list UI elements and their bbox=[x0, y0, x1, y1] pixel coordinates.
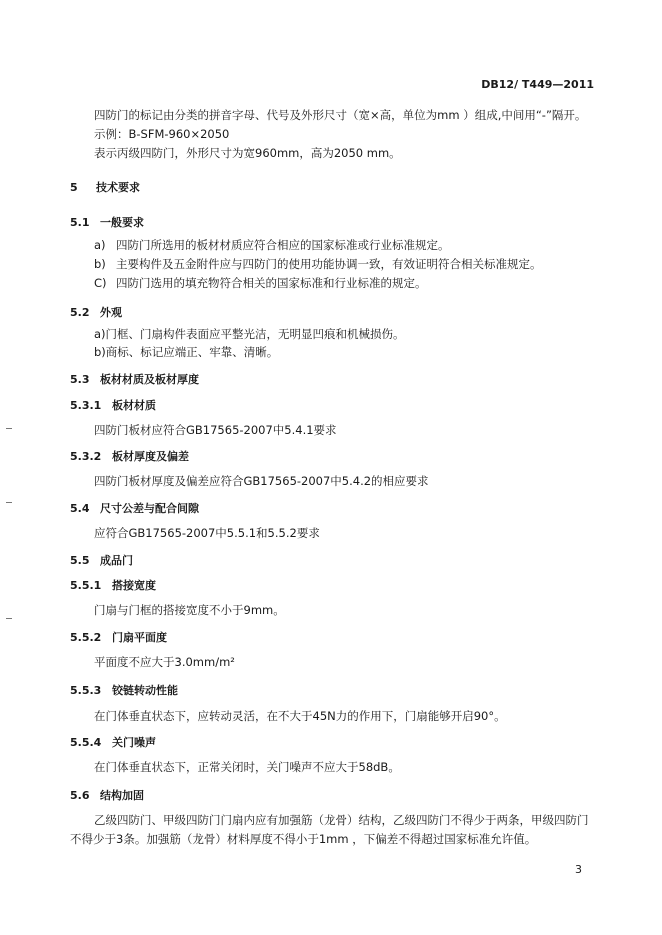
section-title: 搭接宽度 bbox=[112, 579, 156, 592]
list-item bbox=[94, 276, 427, 291]
section-title: 门扇平面度 bbox=[112, 631, 167, 644]
section-number: 5.5.4 bbox=[70, 736, 102, 749]
section-5-6-heading bbox=[70, 788, 144, 803]
section-5-5-3-text: 在门体垂直状态下，应转动灵活，在不大于45N力的作用下，门扇能够开启90°。 bbox=[94, 709, 506, 723]
section-number: 5.3.2 bbox=[70, 450, 102, 463]
list-item-text: 主要构件及五金附件应与四防门的使用功能协调一致，有效证明符合相关标准规定。 bbox=[116, 257, 542, 271]
section-5-3-1-heading bbox=[70, 398, 156, 413]
section-title: 关门噪声 bbox=[112, 736, 156, 749]
appearance-item-a: a)门框、门扇构件表面应平整光洁，无明显凹痕和机械损伤。 bbox=[94, 327, 405, 341]
marking-description: 四防门的标记由分类的拼音字母、代号及外形尺寸（宽×高，单位为mm ）组成,中间用“-”隔开。 bbox=[94, 108, 587, 122]
section-number: 5.4 bbox=[70, 502, 90, 515]
section-5-3-1-text: 四防门板材应符合GB17565-2007中5.4.1要求 bbox=[94, 423, 337, 437]
section-number: 5.1 bbox=[70, 216, 90, 229]
section-title: 板材材质 bbox=[112, 399, 156, 412]
section-5-3-2-heading bbox=[70, 449, 189, 464]
section-number: 5.5.1 bbox=[70, 579, 102, 592]
appearance-item-b: b)商标、标记应端正、牢靠、清晰。 bbox=[94, 345, 279, 359]
section-number: 5 bbox=[70, 181, 78, 194]
section-5-5-3-heading bbox=[70, 683, 178, 698]
scan-margin-mark bbox=[6, 502, 12, 503]
section-title: 尺寸公差与配合间隙 bbox=[100, 502, 199, 515]
section-number: 5.5.3 bbox=[70, 684, 102, 697]
section-title: 外观 bbox=[100, 306, 122, 319]
section-title: 一般要求 bbox=[100, 216, 144, 229]
section-5-6-text-line2: 不得少于3条。加强筋（龙骨）材料厚度不得小于1mm ，下偏差不得超过国家标准允许值。 bbox=[70, 832, 537, 846]
section-title: 结构加固 bbox=[100, 789, 144, 802]
section-5-5-1-heading bbox=[70, 578, 156, 593]
section-title: 技术要求 bbox=[96, 181, 140, 194]
section-title: 铰链转动性能 bbox=[112, 684, 178, 697]
section-5-3-heading bbox=[70, 372, 199, 387]
section-number: 5.3 bbox=[70, 373, 90, 386]
section-5-5-4-text: 在门体垂直状态下，正常关闭时，关门噪声不应大于58dB。 bbox=[94, 760, 400, 774]
section-5-5-4-heading bbox=[70, 735, 156, 750]
section-5-3-2-text: 四防门板材厚度及偏差应符合GB17565-2007中5.4.2的相应要求 bbox=[94, 474, 429, 488]
section-number: 5.2 bbox=[70, 306, 90, 319]
section-5-5-1-text: 门扇与门框的搭接宽度不小于9mm。 bbox=[94, 603, 285, 617]
section-title: 板材厚度及偏差 bbox=[112, 450, 189, 463]
list-item-label: b) bbox=[94, 257, 106, 271]
list-item bbox=[94, 257, 542, 272]
section-5-4-text: 应符合GB17565-2007中5.5.1和5.5.2要求 bbox=[94, 526, 320, 540]
list-item bbox=[94, 238, 450, 253]
section-number: 5.6 bbox=[70, 789, 90, 802]
marking-example-explanation: 表示丙级四防门，外形尺寸为宽960mm，高为2050 mm。 bbox=[94, 146, 401, 160]
section-5-5-2-text: 平面度不应大于3.0mm/m² bbox=[94, 655, 235, 669]
section-title: 板材材质及板材厚度 bbox=[100, 373, 199, 386]
section-number: 5.5 bbox=[70, 554, 90, 567]
section-number: 5.5.2 bbox=[70, 631, 102, 644]
marking-example: 示例：B-SFM-960×2050 bbox=[94, 127, 230, 141]
section-5-1-heading bbox=[70, 215, 144, 230]
section-5-5-2-heading bbox=[70, 630, 167, 645]
section-5-5-heading bbox=[70, 553, 133, 568]
list-item-label: C) bbox=[94, 276, 107, 290]
section-5-heading bbox=[70, 180, 140, 195]
scan-margin-mark bbox=[6, 618, 12, 619]
section-5-6-text-line1: 乙级四防门、甲级四防门门扇内应有加强筋（龙骨）结构，乙级四防门不得少于两条，甲级四防门 bbox=[94, 813, 589, 827]
list-item-text: 四防门选用的填充物符合相关的国家标准和行业标准的规定。 bbox=[116, 276, 427, 290]
section-title: 成品门 bbox=[100, 554, 133, 567]
section-number: 5.3.1 bbox=[70, 399, 102, 412]
standard-id: DB12/ T449—2011 bbox=[481, 78, 594, 91]
page-number: 3 bbox=[575, 863, 582, 876]
list-item-label: a) bbox=[94, 238, 106, 252]
list-item-text: 四防门所选用的板材材质应符合相应的国家标准或行业标准规定。 bbox=[116, 238, 450, 252]
section-5-2-heading bbox=[70, 305, 122, 320]
section-5-4-heading bbox=[70, 501, 199, 516]
scan-margin-mark bbox=[6, 428, 12, 429]
